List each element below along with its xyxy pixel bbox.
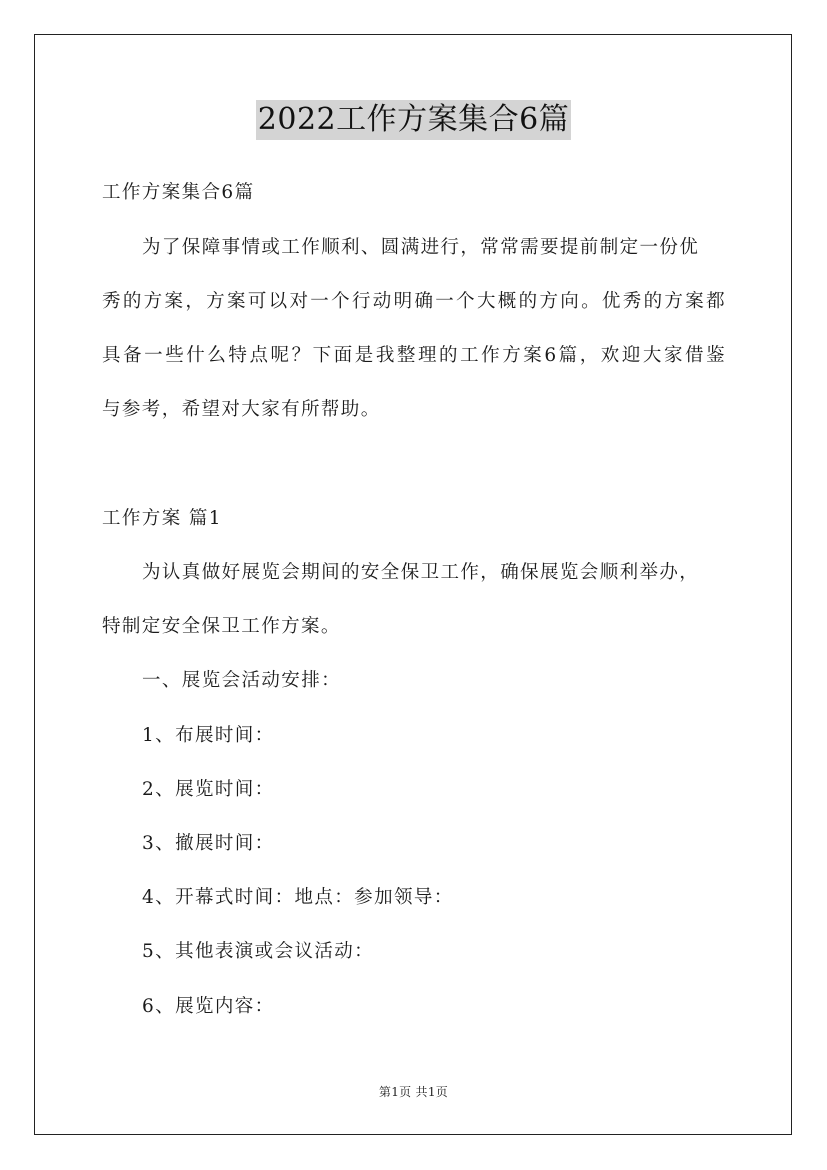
intro-line-2: 秀的方案，方案可以对一个行动明确一个大概的方向。优秀的方案都 (102, 291, 726, 312)
intro-line-1: 为了保障事情或工作顺利、圆满进行，常常需要提前制定一份优 (142, 237, 700, 258)
section-line-1: 为认真做好展览会期间的安全保卫工作，确保展览会顺利举办， (142, 562, 700, 583)
list-item: 1、布展时间： (142, 725, 275, 746)
page-footer: 第1页 共1页 (378, 1085, 449, 1099)
intro-line-4: 与参考，希望对大家有所帮助。 (102, 399, 381, 420)
document-title: 2022工作方案集合6篇 (256, 100, 571, 140)
list-item: 4、开幕式时间：地点：参加领导： (142, 887, 454, 908)
section-heading: 工作方案 篇1 (102, 508, 222, 529)
list-item: 5、其他表演或会议活动： (142, 941, 375, 962)
list-item: 3、撤展时间： (142, 833, 275, 854)
list-item: 6、展览内容： (142, 996, 275, 1017)
section-line-2: 特制定安全保卫工作方案。 (102, 616, 341, 637)
title-container (0, 100, 827, 140)
intro-line-3: 具备一些什么特点呢？下面是我整理的工作方案6篇，欢迎大家借鉴 (102, 345, 726, 366)
document-subtitle: 工作方案集合6篇 (102, 182, 255, 203)
list-item: 2、展览时间： (142, 779, 275, 800)
list-heading: 一、展览会活动安排： (142, 670, 342, 691)
